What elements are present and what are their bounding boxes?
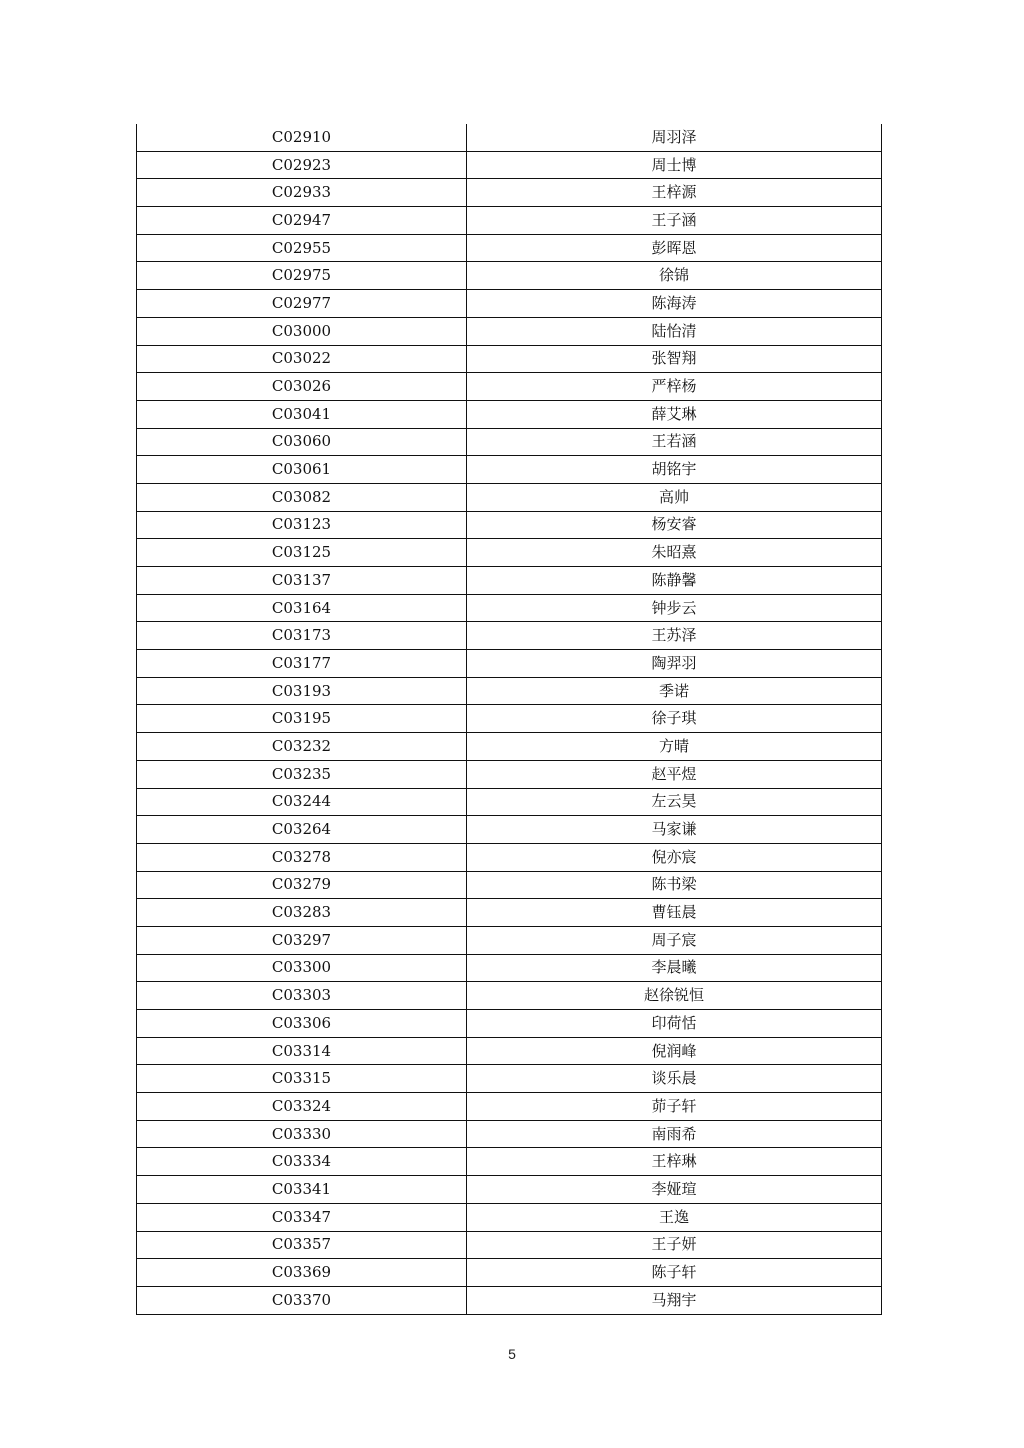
cell-id: C03173 — [137, 622, 467, 650]
cell-name: 徐锦 — [467, 262, 882, 290]
cell-id: C02910 — [137, 124, 467, 151]
cell-id: C03264 — [137, 816, 467, 844]
cell-id: C03303 — [137, 982, 467, 1010]
table-row — [137, 567, 882, 595]
cell-id: C03357 — [137, 1231, 467, 1259]
table-row — [137, 1176, 882, 1204]
cell-id: C03278 — [137, 843, 467, 871]
cell-name: 倪润峰 — [467, 1037, 882, 1065]
cell-name: 方晴 — [467, 733, 882, 761]
cell-name: 胡铭宇 — [467, 456, 882, 484]
cell-name: 王子涵 — [467, 207, 882, 235]
table-row — [137, 1010, 882, 1038]
table-row — [137, 1286, 882, 1314]
cell-id: C03177 — [137, 650, 467, 678]
cell-id: C03341 — [137, 1176, 467, 1204]
table-row — [137, 151, 882, 179]
table-row — [137, 788, 882, 816]
cell-name: 陈子轩 — [467, 1259, 882, 1287]
cell-id: C03370 — [137, 1286, 467, 1314]
table-row — [137, 733, 882, 761]
cell-name: 薛艾琳 — [467, 400, 882, 428]
cell-name: 徐子琪 — [467, 705, 882, 733]
table-row — [137, 816, 882, 844]
cell-id: C03330 — [137, 1120, 467, 1148]
cell-name: 陆怡清 — [467, 317, 882, 345]
cell-name: 季诺 — [467, 677, 882, 705]
cell-id: C02947 — [137, 207, 467, 235]
cell-name: 赵平煜 — [467, 760, 882, 788]
cell-id: C03279 — [137, 871, 467, 899]
cell-name: 周羽泽 — [467, 124, 882, 151]
table-row — [137, 1120, 882, 1148]
cell-name: 王梓琳 — [467, 1148, 882, 1176]
cell-id: C03026 — [137, 373, 467, 401]
table-row — [137, 234, 882, 262]
table-row — [137, 1065, 882, 1093]
cell-name: 陶羿羽 — [467, 650, 882, 678]
cell-name: 周士博 — [467, 151, 882, 179]
cell-id: C03041 — [137, 400, 467, 428]
cell-id: C03232 — [137, 733, 467, 761]
cell-name: 王若涵 — [467, 428, 882, 456]
table-row — [137, 1231, 882, 1259]
cell-id: C02933 — [137, 179, 467, 207]
cell-id: C02975 — [137, 262, 467, 290]
cell-id: C03137 — [137, 567, 467, 595]
table-row — [137, 1093, 882, 1121]
page-number: 5 — [508, 1346, 516, 1362]
table-row — [137, 1203, 882, 1231]
cell-name: 严梓杨 — [467, 373, 882, 401]
cell-id: C03125 — [137, 539, 467, 567]
table-row — [137, 677, 882, 705]
table-row — [137, 345, 882, 373]
cell-id: C03297 — [137, 926, 467, 954]
cell-id: C02955 — [137, 234, 467, 262]
table-row — [137, 982, 882, 1010]
cell-name: 李娅瑄 — [467, 1176, 882, 1204]
table-row — [137, 871, 882, 899]
cell-name: 陈书梁 — [467, 871, 882, 899]
table-row — [137, 594, 882, 622]
table-row — [137, 317, 882, 345]
cell-name: 王子妍 — [467, 1231, 882, 1259]
cell-name: 赵徐锐恒 — [467, 982, 882, 1010]
cell-id: C03244 — [137, 788, 467, 816]
table-row — [137, 760, 882, 788]
cell-id: C03324 — [137, 1093, 467, 1121]
cell-name: 李晨曦 — [467, 954, 882, 982]
table-row — [137, 179, 882, 207]
table-row — [137, 1037, 882, 1065]
table-row — [137, 1148, 882, 1176]
cell-id: C03315 — [137, 1065, 467, 1093]
cell-name: 王梓源 — [467, 179, 882, 207]
table-row — [137, 622, 882, 650]
cell-id: C03283 — [137, 899, 467, 927]
table-row — [137, 539, 882, 567]
cell-name: 钟步云 — [467, 594, 882, 622]
cell-name: 彭晖恩 — [467, 234, 882, 262]
cell-id: C03314 — [137, 1037, 467, 1065]
table-row — [137, 262, 882, 290]
table-row — [137, 954, 882, 982]
roster-table-body — [137, 124, 882, 1314]
cell-name: 杨安睿 — [467, 511, 882, 539]
table-row — [137, 705, 882, 733]
table-row — [137, 207, 882, 235]
cell-id: C03164 — [137, 594, 467, 622]
cell-name: 谈乐晨 — [467, 1065, 882, 1093]
cell-name: 曹钰晨 — [467, 899, 882, 927]
cell-id: C03022 — [137, 345, 467, 373]
table-row — [137, 899, 882, 927]
table-row — [137, 373, 882, 401]
cell-name: 王逸 — [467, 1203, 882, 1231]
cell-id: C02977 — [137, 290, 467, 318]
cell-id: C02923 — [137, 151, 467, 179]
cell-id: C03061 — [137, 456, 467, 484]
cell-name: 印荷恬 — [467, 1010, 882, 1038]
cell-id: C03235 — [137, 760, 467, 788]
cell-id: C03193 — [137, 677, 467, 705]
cell-id: C03195 — [137, 705, 467, 733]
table-row — [137, 843, 882, 871]
cell-name: 倪亦宸 — [467, 843, 882, 871]
cell-id: C03123 — [137, 511, 467, 539]
cell-name: 马家谦 — [467, 816, 882, 844]
cell-id: C03306 — [137, 1010, 467, 1038]
cell-name: 周子宸 — [467, 926, 882, 954]
table-row — [137, 1259, 882, 1287]
table-row — [137, 511, 882, 539]
roster-table — [136, 124, 882, 1315]
cell-name: 陈静馨 — [467, 567, 882, 595]
cell-name: 张智翔 — [467, 345, 882, 373]
cell-name: 茆子轩 — [467, 1093, 882, 1121]
table-row — [137, 400, 882, 428]
cell-name: 马翔宇 — [467, 1286, 882, 1314]
cell-name: 陈海涛 — [467, 290, 882, 318]
table-row — [137, 456, 882, 484]
table-row — [137, 428, 882, 456]
cell-name: 王苏泽 — [467, 622, 882, 650]
table-row — [137, 650, 882, 678]
table-row — [137, 124, 882, 151]
cell-id: C03000 — [137, 317, 467, 345]
cell-id: C03334 — [137, 1148, 467, 1176]
cell-id: C03369 — [137, 1259, 467, 1287]
cell-name: 高帅 — [467, 483, 882, 511]
cell-name: 左云昊 — [467, 788, 882, 816]
cell-id: C03082 — [137, 483, 467, 511]
table-row — [137, 483, 882, 511]
cell-id: C03347 — [137, 1203, 467, 1231]
cell-name: 朱昭熹 — [467, 539, 882, 567]
table-row — [137, 926, 882, 954]
cell-id: C03300 — [137, 954, 467, 982]
cell-id: C03060 — [137, 428, 467, 456]
cell-name: 南雨希 — [467, 1120, 882, 1148]
table-row — [137, 290, 882, 318]
